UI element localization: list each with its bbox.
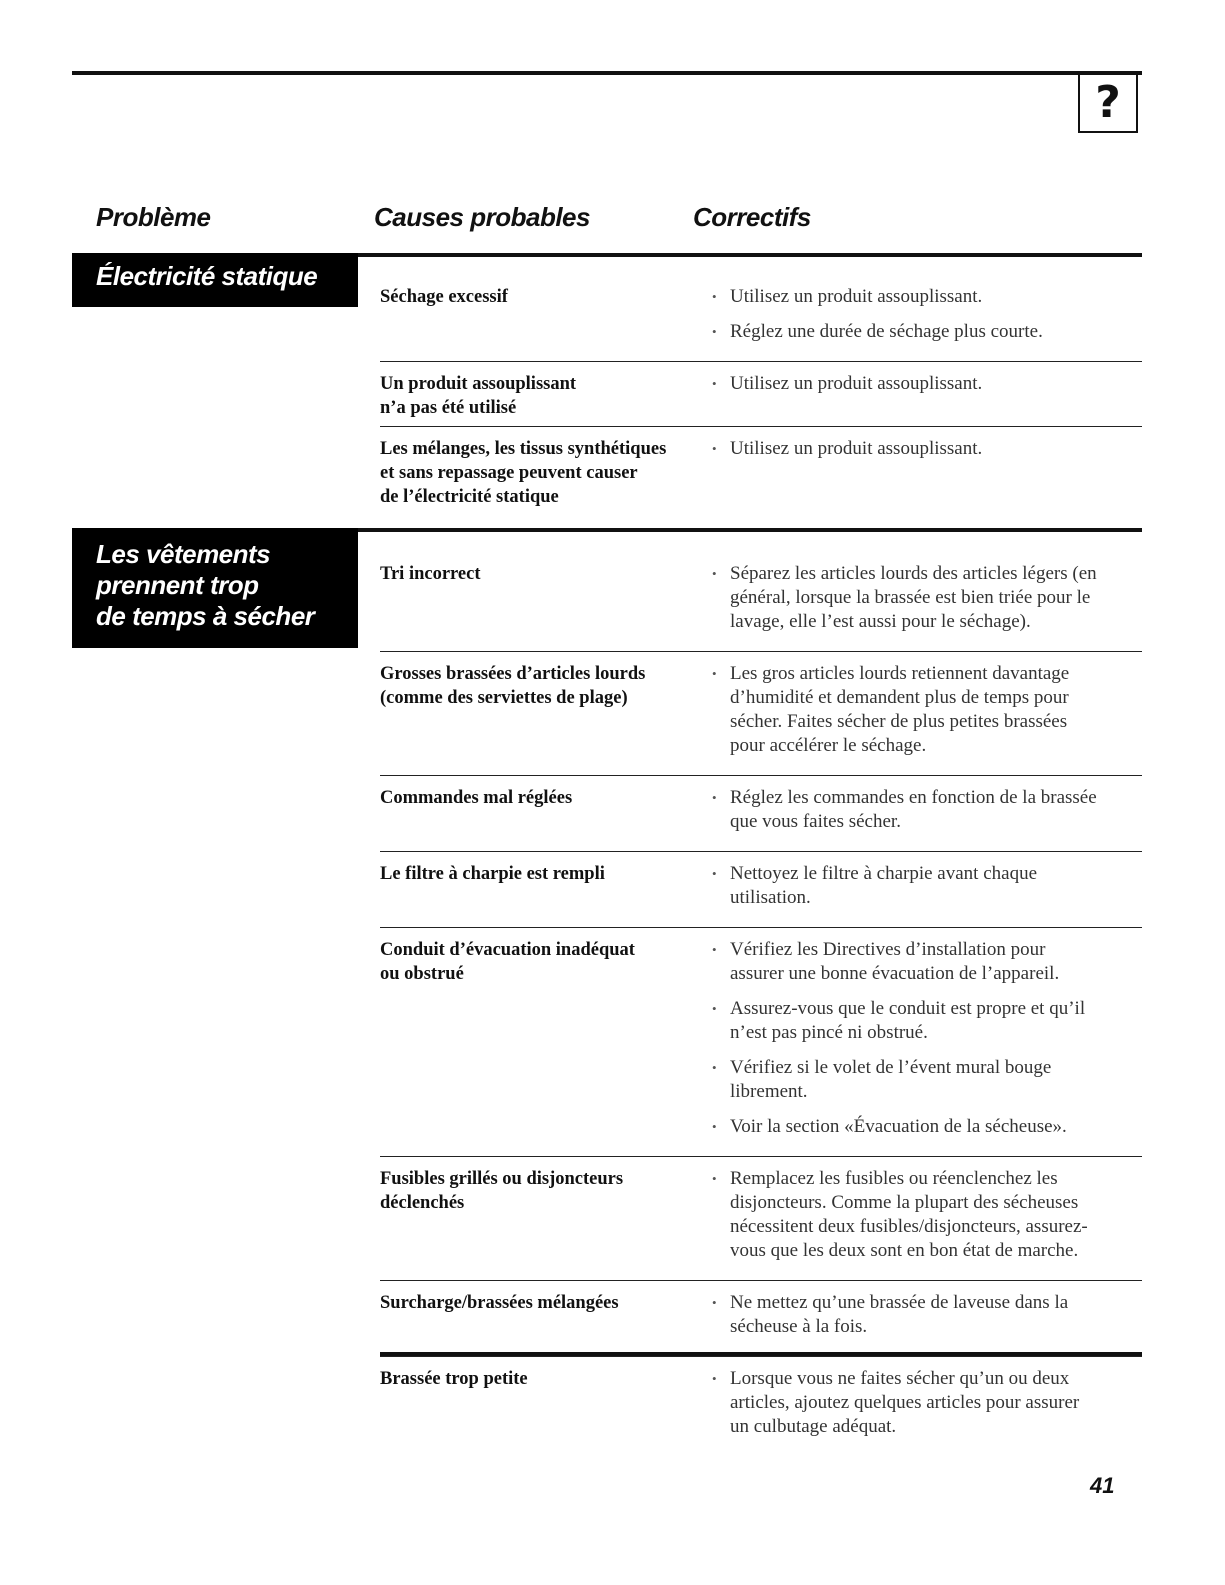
question-mark-icon: ?	[1078, 73, 1138, 133]
top-rule	[72, 71, 1142, 75]
table-row	[380, 1281, 1142, 1357]
fix-list	[710, 372, 1142, 420]
cause-text	[380, 437, 710, 509]
table-row	[380, 652, 1142, 776]
fix-line: • Lorsque vous ne faites sécher qu’un ou deux	[730, 1368, 1070, 1389]
fix-line: • Ne mettez qu’une brassée de laveuse dans la	[730, 1292, 1069, 1313]
fix-line: disjoncteurs. Comme la plupart des sécheuses	[730, 1192, 1079, 1213]
cause-text	[380, 786, 710, 845]
section-banner	[72, 528, 358, 648]
section-rule	[358, 528, 1142, 532]
fix-list	[710, 786, 1142, 845]
fix-line: • Utilisez un produit assouplissant.	[730, 286, 983, 307]
fix-line: • Utilisez un produit assouplissant.	[730, 438, 983, 459]
table-row	[380, 776, 1142, 852]
cause-line: Brassée trop petite	[380, 1369, 528, 1389]
section-title-line: prennent trop	[96, 570, 259, 600]
fix-line: utilisation.	[730, 887, 811, 908]
cause-text	[380, 285, 710, 355]
fix-item	[710, 938, 1142, 986]
fix-line: • Réglez une durée de séchage plus courte.	[730, 321, 1043, 342]
fix-list	[710, 1367, 1142, 1450]
fix-line: • Assurez-vous que le conduit est propre et qu’il	[730, 998, 1086, 1019]
fix-line: général, lorsque la brassée est bien triée pour le	[730, 587, 1091, 608]
table-row	[380, 362, 1142, 427]
column-header-causes: Causes probables	[374, 202, 590, 232]
fix-line: • Utilisez un produit assouplissant.	[730, 373, 983, 394]
fix-line: sécheuse à la fois.	[730, 1316, 868, 1337]
fix-line: • Les gros articles lourds retiennent davantage	[730, 663, 1070, 684]
fix-line: • Vérifiez si le volet de l’évent mural bouge	[730, 1057, 1052, 1078]
cause-text	[380, 1167, 710, 1274]
fix-list	[710, 437, 1142, 509]
cause-line: Commandes mal réglées	[380, 788, 573, 808]
fix-item	[710, 562, 1142, 634]
table-row	[380, 275, 1142, 362]
cause-text	[380, 372, 710, 420]
fix-line: lavage, elle l’est aussi pour le séchage).	[730, 611, 1031, 632]
section-rule	[358, 253, 1142, 257]
fix-line: • Réglez les commandes en fonction de la brassée	[730, 787, 1097, 808]
fix-line: • Voir la section «Évacuation de la sécheuse».	[730, 1116, 1067, 1137]
fix-item	[710, 1291, 1142, 1339]
fix-item	[710, 862, 1142, 910]
cause-line: Un produit assouplissant	[380, 374, 577, 394]
column-header-probleme: Problème	[96, 202, 211, 232]
fix-list	[710, 938, 1142, 1150]
page-number: 41	[1090, 1473, 1115, 1498]
cause-line: Tri incorrect	[380, 564, 481, 584]
fix-line: n’est pas pincé ni obstrué.	[730, 1022, 928, 1043]
cause-text	[380, 562, 710, 645]
fix-item	[710, 1056, 1142, 1104]
cause-text	[380, 938, 710, 1150]
fix-line: • Remplacez les fusibles ou réenclenchez les	[730, 1168, 1058, 1189]
cause-line: Les mélanges, les tissus synthétiques	[380, 439, 667, 459]
fix-line: • Séparez les articles lourds des articles légers (en	[730, 563, 1097, 584]
cause-line: n’a pas été utilisé	[380, 398, 517, 418]
fix-item	[710, 372, 1142, 396]
fix-item	[710, 1167, 1142, 1263]
section-title-line: Les vêtements	[96, 539, 271, 569]
fix-list	[710, 662, 1142, 769]
table-row	[380, 1357, 1142, 1456]
fix-item	[710, 662, 1142, 758]
cause-text	[380, 1291, 710, 1350]
fix-list	[710, 1167, 1142, 1274]
fix-list	[710, 1291, 1142, 1350]
fix-item	[710, 320, 1142, 344]
section-rows	[380, 552, 1142, 1456]
fix-item	[710, 437, 1142, 461]
cause-text	[380, 1367, 710, 1450]
cause-line: Surcharge/brassées mélangées	[380, 1293, 619, 1313]
cause-line: Séchage excessif	[380, 287, 508, 307]
fix-line: articles, ajoutez quelques articles pour assurer	[730, 1392, 1080, 1413]
fix-line: vous que les deux sont en bon état de marche.	[730, 1240, 1079, 1261]
section-rows	[380, 275, 1142, 515]
fix-list	[710, 862, 1142, 921]
section-title-line: de temps à sécher	[96, 601, 315, 631]
fix-line: d’humidité et demandent plus de temps pour	[730, 687, 1069, 708]
cause-text	[380, 662, 710, 769]
cause-line: et sans repassage peuvent causer	[380, 463, 638, 483]
section-title-line: Électricité statique	[96, 261, 318, 291]
fix-line: sécher. Faites sécher de plus petites brassées	[730, 711, 1068, 732]
fix-line: librement.	[730, 1081, 808, 1102]
fix-item	[710, 786, 1142, 834]
fix-line: que vous faites sécher.	[730, 811, 901, 832]
fix-item	[710, 1115, 1142, 1139]
fix-list	[710, 562, 1142, 645]
table-row	[380, 852, 1142, 928]
table-row	[380, 928, 1142, 1157]
section-banner	[72, 253, 358, 307]
table-row	[380, 427, 1142, 515]
cause-line: de l’électricité statique	[380, 487, 559, 507]
cause-line: ou obstrué	[380, 964, 464, 984]
fix-item	[710, 997, 1142, 1045]
cause-line: déclenchés	[380, 1193, 465, 1213]
cause-text	[380, 862, 710, 921]
fix-line: pour accélérer le séchage.	[730, 735, 927, 756]
fix-item	[710, 1367, 1142, 1439]
fix-item	[710, 285, 1142, 309]
table-row	[380, 552, 1142, 652]
fix-line: • Vérifiez les Directives d’installation pour	[730, 939, 1046, 960]
cause-line: Le filtre à charpie est rempli	[380, 864, 605, 884]
fix-list	[710, 285, 1142, 355]
cause-line: Conduit d’évacuation inadéquat	[380, 940, 635, 960]
fix-line: assurer une bonne évacuation de l’appareil.	[730, 963, 1060, 984]
cause-line: Grosses brassées d’articles lourds	[380, 664, 646, 684]
fix-line: un culbutage adéquat.	[730, 1416, 897, 1437]
column-header-correctifs: Correctifs	[693, 202, 811, 232]
fix-line: nécessitent deux fusibles/disjoncteurs, assurez-	[730, 1216, 1088, 1237]
table-row	[380, 1157, 1142, 1281]
cause-line: (comme des serviettes de plage)	[380, 688, 628, 708]
cause-line: Fusibles grillés ou disjoncteurs	[380, 1169, 624, 1189]
fix-line: • Nettoyez le filtre à charpie avant chaque	[730, 863, 1037, 884]
bottom-rule	[380, 1352, 1142, 1356]
